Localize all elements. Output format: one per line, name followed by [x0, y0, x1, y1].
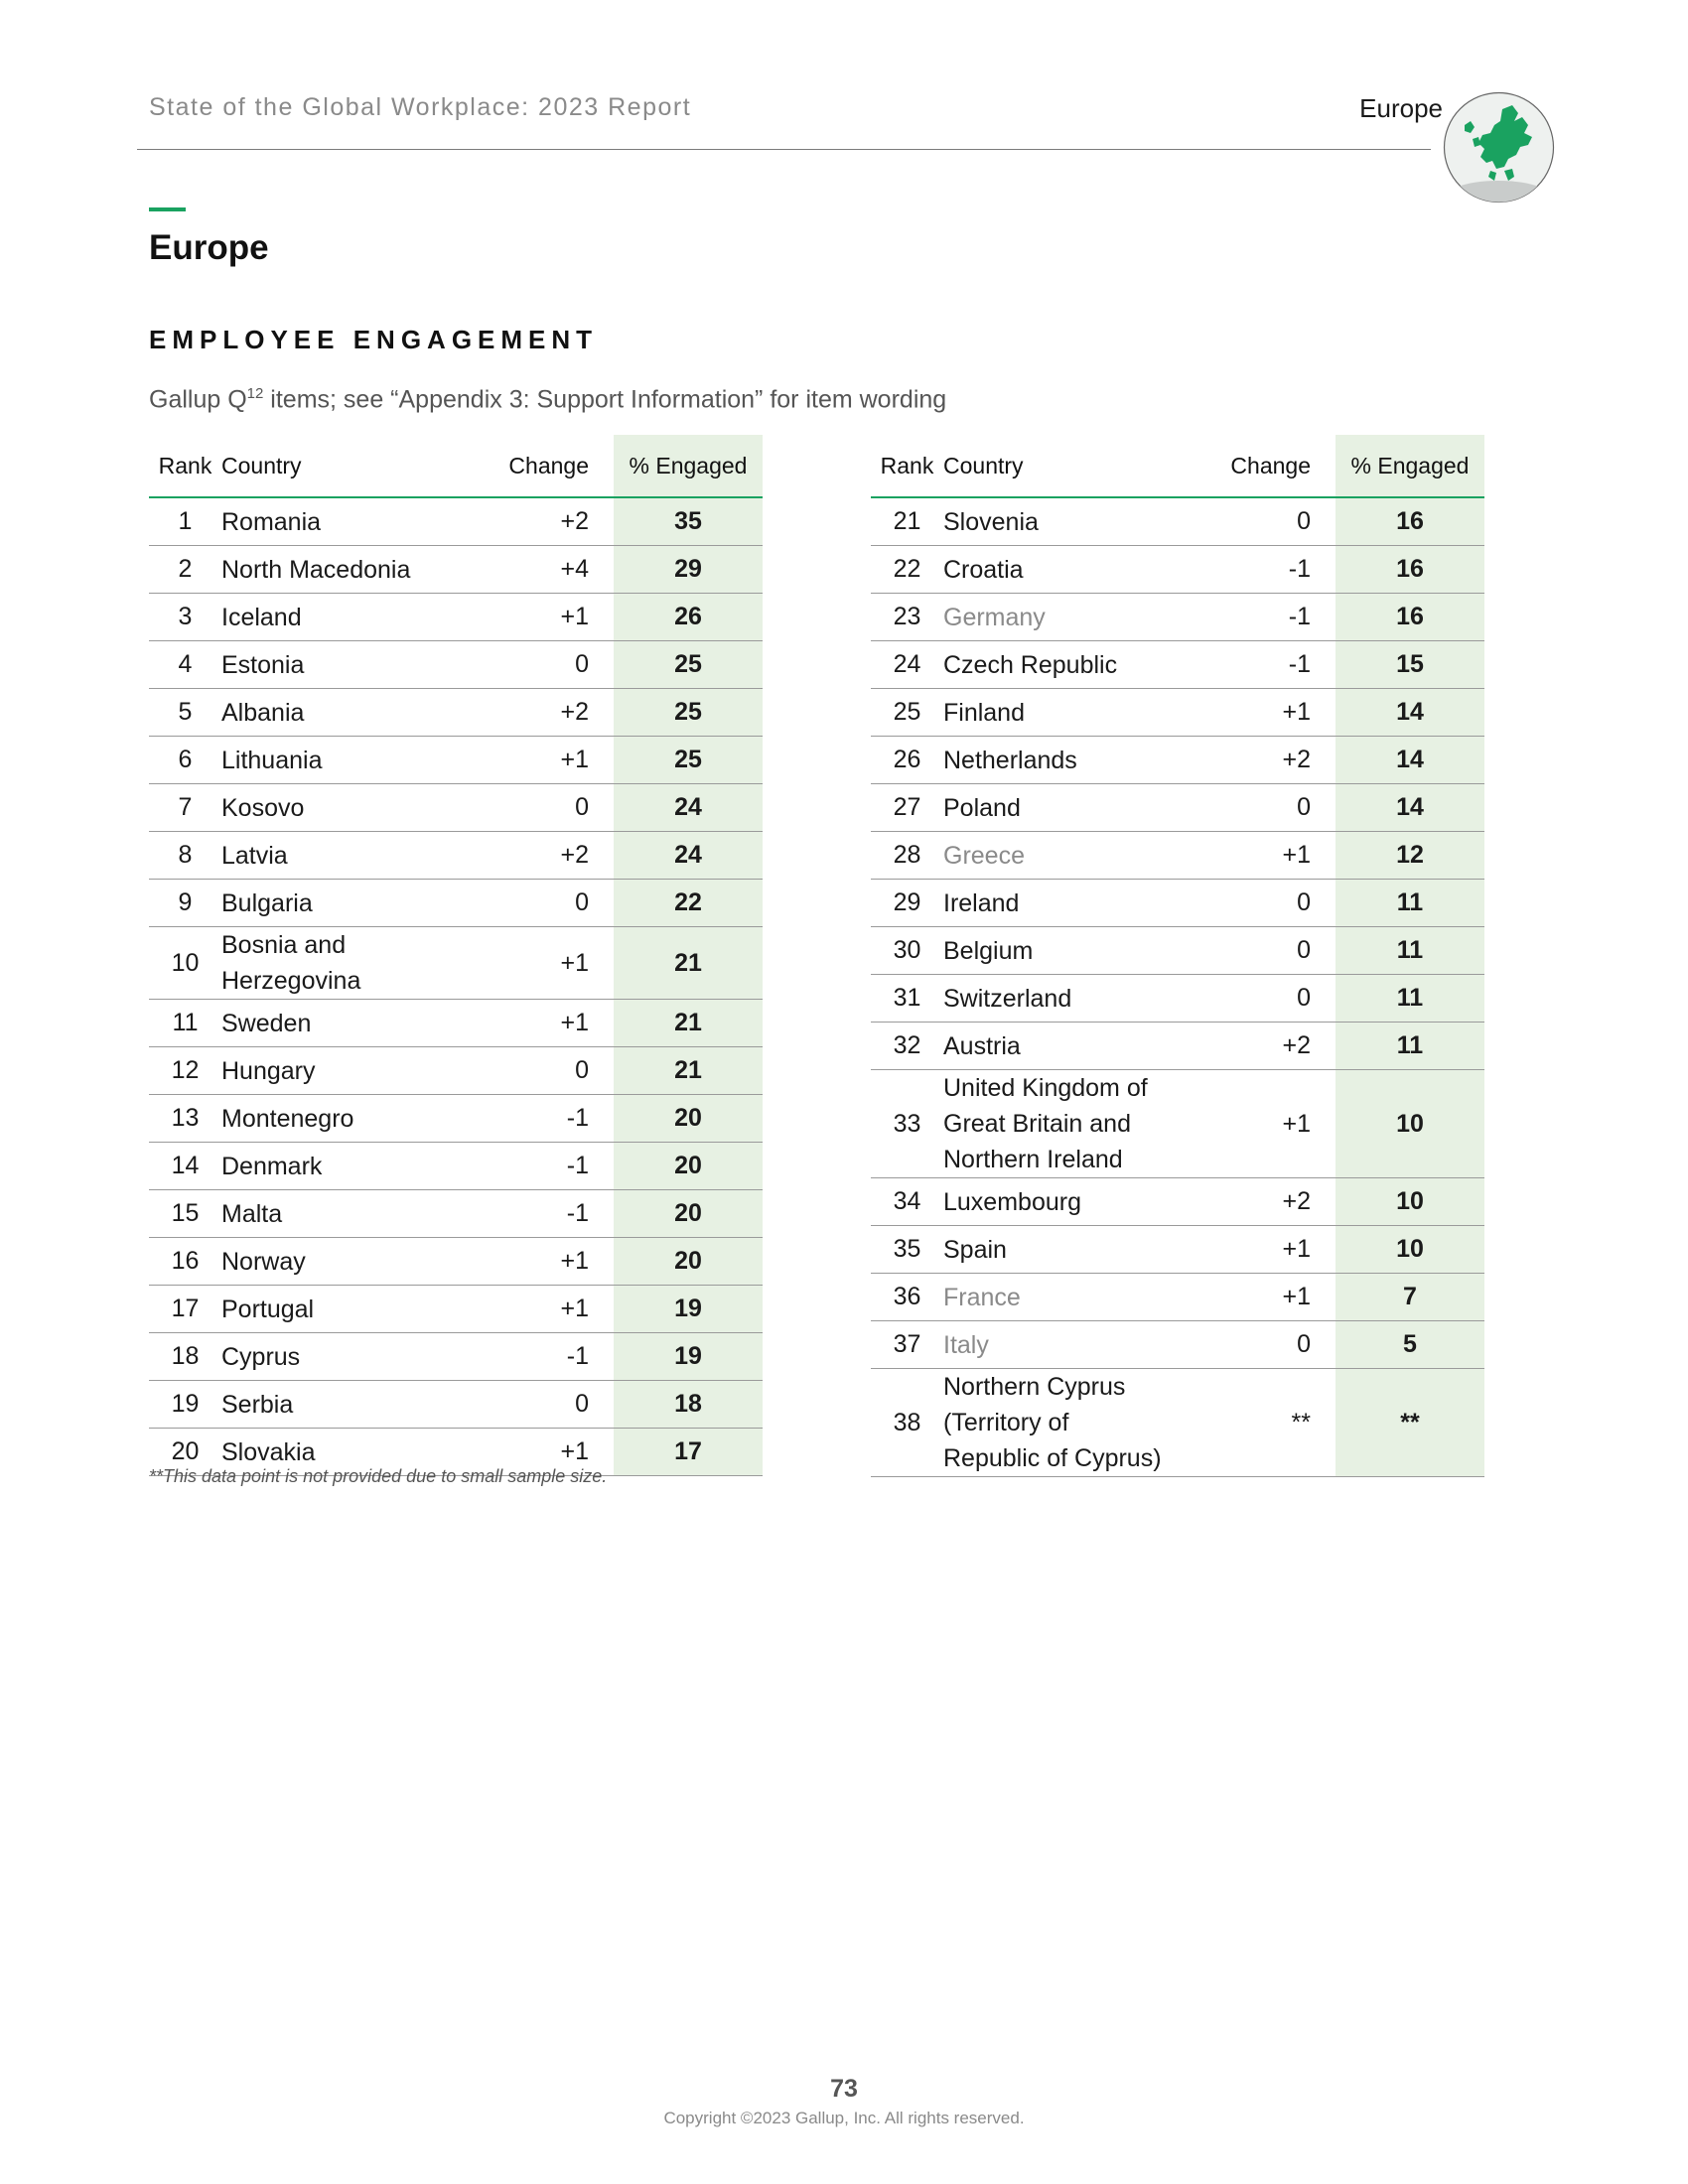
table-row	[871, 975, 1484, 1023]
table-row	[871, 1178, 1484, 1226]
cell-country: Estonia	[221, 641, 445, 689]
cell-change: -1	[1167, 594, 1336, 641]
cell-change: +1	[1167, 1226, 1336, 1274]
cell-rank: 29	[871, 880, 943, 927]
cell-engaged: 20	[614, 1095, 763, 1143]
cell-country: Iceland	[221, 594, 445, 641]
cell-change: +4	[445, 546, 614, 594]
table-row	[149, 1047, 763, 1095]
header-region-label: Europe	[1359, 93, 1443, 123]
cell-engaged: 24	[614, 784, 763, 832]
table-row	[871, 1321, 1484, 1369]
cell-country: Ireland	[943, 880, 1167, 927]
table-row	[149, 1238, 763, 1286]
cell-engaged: **	[1336, 1369, 1484, 1477]
cell-engaged: 20	[614, 1143, 763, 1190]
table-row	[871, 689, 1484, 737]
cell-country: Netherlands	[943, 737, 1167, 784]
cell-country: Denmark	[221, 1143, 445, 1190]
table-row	[149, 1000, 763, 1047]
cell-rank: 3	[149, 594, 221, 641]
cell-country: Bulgaria	[221, 880, 445, 927]
page-number: 73	[830, 2075, 858, 2103]
cell-engaged: 14	[1336, 689, 1484, 737]
cell-country: Cyprus	[221, 1333, 445, 1381]
cell-rank: 32	[871, 1023, 943, 1070]
cell-engaged: 20	[614, 1238, 763, 1286]
copyright-notice: Copyright ©2023 Gallup, Inc. All rights reserved.	[663, 2109, 1025, 2127]
column-header-rank: Rank	[871, 435, 943, 497]
cell-engaged: 20	[614, 1190, 763, 1238]
table-header-row	[871, 435, 1484, 497]
cell-rank: 31	[871, 975, 943, 1023]
cell-rank: 2	[149, 546, 221, 594]
table-row	[149, 1333, 763, 1381]
cell-engaged: 15	[1336, 641, 1484, 689]
cell-change: +1	[1167, 689, 1336, 737]
section-accent-dash	[149, 207, 186, 211]
cell-country: Albania	[221, 689, 445, 737]
cell-rank: 9	[149, 880, 221, 927]
cell-country: Italy	[943, 1321, 1167, 1369]
intro-text-start: Gallup Q	[149, 385, 247, 414]
table-row	[871, 927, 1484, 975]
table-body-left	[149, 497, 763, 1476]
cell-rank: 4	[149, 641, 221, 689]
cell-change: +1	[445, 927, 614, 1000]
cell-rank: 33	[871, 1070, 943, 1178]
cell-country: Kosovo	[221, 784, 445, 832]
column-header-country: Country	[943, 435, 1167, 497]
table-row	[871, 594, 1484, 641]
cell-rank: 28	[871, 832, 943, 880]
column-header-change: Change	[445, 435, 614, 497]
cell-country: Austria	[943, 1023, 1167, 1070]
cell-change: +2	[1167, 737, 1336, 784]
table-row	[149, 784, 763, 832]
cell-change: +1	[445, 1238, 614, 1286]
cell-engaged: 16	[1336, 546, 1484, 594]
cell-rank: 34	[871, 1178, 943, 1226]
cell-change: 0	[1167, 784, 1336, 832]
cell-change: -1	[1167, 641, 1336, 689]
cell-rank: 21	[871, 497, 943, 546]
table-row	[871, 1023, 1484, 1070]
intro-text	[149, 385, 946, 414]
cell-change: +2	[445, 832, 614, 880]
table-row	[149, 594, 763, 641]
cell-change: 0	[1167, 975, 1336, 1023]
cell-engaged: 10	[1336, 1178, 1484, 1226]
section-subtitle: EMPLOYEE ENGAGEMENT	[149, 325, 599, 354]
cell-change: +1	[445, 737, 614, 784]
column-header-engaged: % Engaged	[1336, 435, 1484, 497]
cell-rank: 37	[871, 1321, 943, 1369]
cell-engaged: 16	[1336, 497, 1484, 546]
table-row	[871, 832, 1484, 880]
cell-rank: 5	[149, 689, 221, 737]
cell-change: +1	[1167, 832, 1336, 880]
table-row	[149, 1095, 763, 1143]
cell-country: Norway	[221, 1238, 445, 1286]
cell-change: 0	[445, 1047, 614, 1095]
cell-engaged: 25	[614, 737, 763, 784]
table-row	[871, 784, 1484, 832]
cell-change: -1	[445, 1143, 614, 1190]
cell-country: Portugal	[221, 1286, 445, 1333]
report-title: State of the Global Workplace: 2023 Report	[149, 93, 692, 121]
cell-rank: 15	[149, 1190, 221, 1238]
table-row	[871, 1369, 1484, 1477]
column-header-engaged: % Engaged	[614, 435, 763, 497]
cell-change: 0	[445, 880, 614, 927]
cell-rank: 14	[149, 1143, 221, 1190]
cell-country: Bosnia and Herzegovina	[221, 927, 445, 1000]
footnote: **This data point is not provided due to small sample size.	[149, 1466, 608, 1486]
cell-change: -1	[445, 1333, 614, 1381]
cell-rank: 20	[149, 1429, 221, 1476]
cell-engaged: 35	[614, 497, 763, 546]
cell-engaged: 11	[1336, 1023, 1484, 1070]
cell-rank: 23	[871, 594, 943, 641]
cell-engaged: 18	[614, 1381, 763, 1429]
cell-country: Switzerland	[943, 975, 1167, 1023]
table-row	[149, 927, 763, 1000]
cell-rank: 35	[871, 1226, 943, 1274]
table-row	[149, 737, 763, 784]
cell-engaged: 11	[1336, 880, 1484, 927]
cell-engaged: 25	[614, 641, 763, 689]
cell-rank: 27	[871, 784, 943, 832]
cell-change: +1	[1167, 1070, 1336, 1178]
cell-country: Romania	[221, 497, 445, 546]
cell-change: +1	[445, 1286, 614, 1333]
table-body-right	[871, 497, 1484, 1477]
cell-rank: 25	[871, 689, 943, 737]
table-row	[149, 1190, 763, 1238]
cell-country: Belgium	[943, 927, 1167, 975]
cell-rank: 12	[149, 1047, 221, 1095]
cell-country: United Kingdom of Great Britain and Northern Ireland	[943, 1070, 1167, 1178]
cell-country: Serbia	[221, 1381, 445, 1429]
cell-country: Slovenia	[943, 497, 1167, 546]
cell-engaged: 12	[1336, 832, 1484, 880]
cell-rank: 26	[871, 737, 943, 784]
cell-change: 0	[1167, 927, 1336, 975]
cell-rank: 36	[871, 1274, 943, 1321]
header-divider	[137, 149, 1431, 150]
cell-country: Latvia	[221, 832, 445, 880]
cell-change: -1	[1167, 546, 1336, 594]
cell-rank: 38	[871, 1369, 943, 1477]
cell-engaged: 7	[1336, 1274, 1484, 1321]
cell-country: Greece	[943, 832, 1167, 880]
cell-engaged: 24	[614, 832, 763, 880]
cell-rank: 30	[871, 927, 943, 975]
cell-engaged: 17	[614, 1429, 763, 1476]
cell-rank: 16	[149, 1238, 221, 1286]
cell-engaged: 5	[1336, 1321, 1484, 1369]
cell-rank: 8	[149, 832, 221, 880]
cell-country: North Macedonia	[221, 546, 445, 594]
cell-change: 0	[1167, 1321, 1336, 1369]
table-row	[871, 1274, 1484, 1321]
cell-country: Croatia	[943, 546, 1167, 594]
cell-country: Germany	[943, 594, 1167, 641]
cell-engaged: 21	[614, 1047, 763, 1095]
cell-change: +2	[445, 689, 614, 737]
cell-change: 0	[445, 1381, 614, 1429]
cell-country: Lithuania	[221, 737, 445, 784]
cell-rank: 17	[149, 1286, 221, 1333]
table-row	[149, 832, 763, 880]
cell-engaged: 10	[1336, 1070, 1484, 1178]
table-row	[871, 497, 1484, 546]
cell-country: Poland	[943, 784, 1167, 832]
table-row	[149, 497, 763, 546]
column-header-change: Change	[1167, 435, 1336, 497]
table-row	[149, 1286, 763, 1333]
cell-rank: 18	[149, 1333, 221, 1381]
engagement-table-right	[871, 435, 1484, 1477]
cell-change: +1	[445, 1429, 614, 1476]
cell-change: +1	[445, 594, 614, 641]
cell-country: Spain	[943, 1226, 1167, 1274]
cell-change: 0	[1167, 497, 1336, 546]
cell-engaged: 19	[614, 1333, 763, 1381]
cell-rank: 11	[149, 1000, 221, 1047]
cell-country: France	[943, 1274, 1167, 1321]
table-row	[871, 546, 1484, 594]
cell-country: Hungary	[221, 1047, 445, 1095]
cell-change: 0	[1167, 880, 1336, 927]
cell-country: Sweden	[221, 1000, 445, 1047]
cell-change: **	[1167, 1369, 1336, 1477]
cell-rank: 6	[149, 737, 221, 784]
cell-engaged: 11	[1336, 975, 1484, 1023]
table-row	[149, 880, 763, 927]
cell-country: Luxembourg	[943, 1178, 1167, 1226]
cell-engaged: 29	[614, 546, 763, 594]
cell-change: 0	[445, 641, 614, 689]
cell-engaged: 26	[614, 594, 763, 641]
cell-country: Malta	[221, 1190, 445, 1238]
cell-country: Northern Cyprus (Territory of Republic of Cyprus)	[943, 1369, 1167, 1477]
cell-country: Slovakia	[221, 1429, 445, 1476]
europe-globe-icon	[1443, 91, 1555, 204]
cell-change: +2	[1167, 1178, 1336, 1226]
cell-change: +2	[445, 497, 614, 546]
cell-country: Czech Republic	[943, 641, 1167, 689]
column-header-country: Country	[221, 435, 445, 497]
engagement-table-left	[149, 435, 763, 1476]
cell-engaged: 10	[1336, 1226, 1484, 1274]
table-header-row	[149, 435, 763, 497]
cell-engaged: 19	[614, 1286, 763, 1333]
cell-rank: 19	[149, 1381, 221, 1429]
cell-country: Finland	[943, 689, 1167, 737]
table-row	[871, 1070, 1484, 1178]
table-row	[149, 546, 763, 594]
cell-rank: 1	[149, 497, 221, 546]
cell-rank: 10	[149, 927, 221, 1000]
cell-engaged: 25	[614, 689, 763, 737]
table-row	[871, 1226, 1484, 1274]
cell-change: +2	[1167, 1023, 1336, 1070]
table-row	[871, 641, 1484, 689]
table-row	[149, 641, 763, 689]
cell-change: +1	[445, 1000, 614, 1047]
cell-engaged: 16	[1336, 594, 1484, 641]
cell-change: +1	[1167, 1274, 1336, 1321]
cell-rank: 13	[149, 1095, 221, 1143]
cell-country: Montenegro	[221, 1095, 445, 1143]
table-row	[871, 880, 1484, 927]
cell-change: 0	[445, 784, 614, 832]
cell-rank: 22	[871, 546, 943, 594]
table-row	[149, 1381, 763, 1429]
cell-engaged: 21	[614, 1000, 763, 1047]
intro-text-end: items; see “Appendix 3: Support Information” for item wording	[263, 385, 947, 414]
table-row	[149, 1143, 763, 1190]
cell-engaged: 14	[1336, 784, 1484, 832]
table-row	[871, 737, 1484, 784]
cell-engaged: 21	[614, 927, 763, 1000]
cell-rank: 7	[149, 784, 221, 832]
cell-rank: 24	[871, 641, 943, 689]
table-row	[149, 689, 763, 737]
cell-engaged: 11	[1336, 927, 1484, 975]
section-title: Europe	[149, 228, 269, 267]
column-header-rank: Rank	[149, 435, 221, 497]
cell-change: -1	[445, 1095, 614, 1143]
cell-engaged: 22	[614, 880, 763, 927]
cell-change: -1	[445, 1190, 614, 1238]
cell-engaged: 14	[1336, 737, 1484, 784]
intro-superscript: 12	[246, 385, 264, 402]
